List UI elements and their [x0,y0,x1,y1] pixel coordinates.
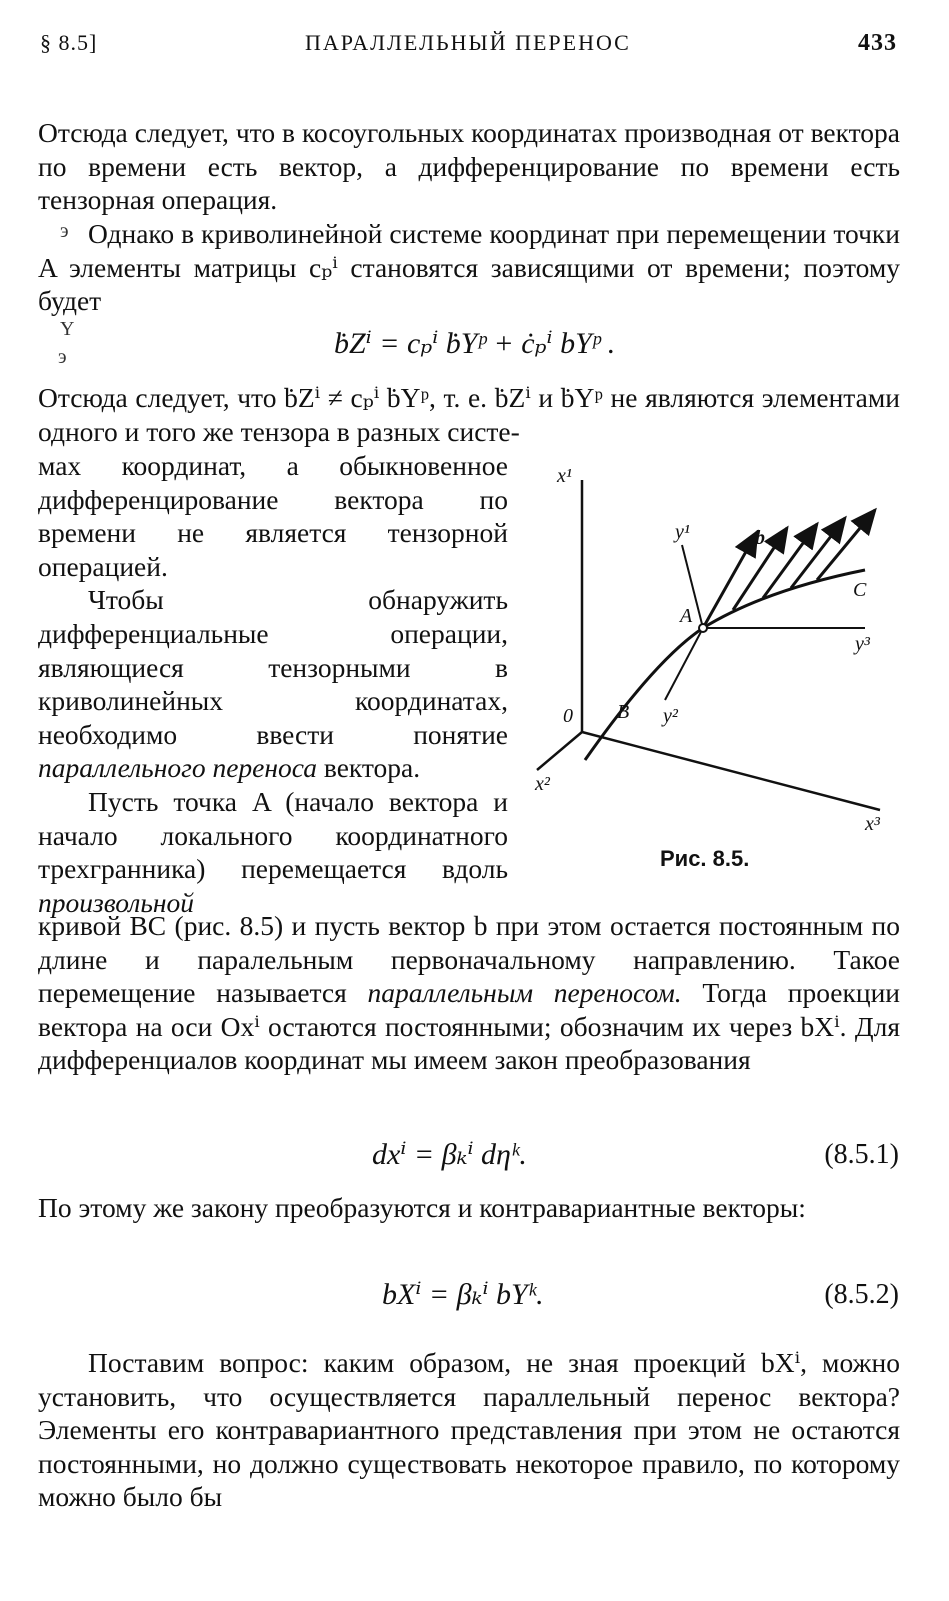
paragraph-4 [38,909,900,1077]
formula-8-5-1: dxⁱ = βₖⁱ dηᵏ. [372,1138,527,1171]
margin-mark-3: э [58,346,67,368]
page-number: 433 [858,30,897,56]
paragraph-2 [38,217,900,318]
column-paragraph-1: мах координат, а обыкновенное дифференцирование вектора по времени не является тензорной операцией. [38,450,508,582]
axis-x3 [582,732,880,810]
column-paragraph-2: Чтобы обнаружить дифференциальные операции, являющиеся тензорными в криволинейных координатах, необходимо ввести понятие параллельного переноса вектора. [38,584,508,784]
paragraph-2-text: Однако в криволинейной системе координат при перемещении точки A элементы матрицы cₚⁱ становятся зависящими от времени; поэтому будет [38,218,900,317]
label-y3: y³ [855,633,870,655]
margin-mark-1: э [60,220,69,242]
label-y2: y² [663,705,678,727]
figure-8-5 [525,460,905,840]
curve-bc [585,570,865,760]
label-x3: x³ [865,813,880,835]
paragraph-1-text: Отсюда следует, что в косоугольных координатах производная от вектора по времени есть вектор, а дифференцирование по времени есть тензорная операция. [38,117,900,216]
paragraph-1 [38,116,900,217]
paragraph-6-text: Поставим вопрос: каким образом, не зная проекций bXⁱ, можно установить, что осуществляется параллельный перенос вектора? Элементы его контравариантного представления при этом не остаются постоянными, но должно существовать некоторое правило, по которому можно было бы [38,1347,900,1513]
label-y1: y¹ [675,521,690,543]
formula-8-5-2: bXⁱ = βₖⁱ bYᵏ. [382,1278,544,1311]
column-paragraph-3: Пусть точка A (начало вектора и начало локального координатного трехгранника) перемещается вдоль произвольной [38,785,508,918]
section-ref: § 8.5] [40,30,98,55]
margin-mark-2: Y [60,318,75,340]
figure-caption: Рис. 8.5. [660,846,750,871]
paragraph-4-text: кривой BC (рис. 8.5) и пусть вектор b при этом остается постоянным по длине и паралельным первоначальному направлению. Такое перемещение называется параллельным переносом. Тогда проекции вектора на оси Oxⁱ остаются постоянными; обозначим их через bXⁱ. Для дифференциалов координат мы имеем закон преобразования [38,910,901,1076]
running-title: ПАРАЛЛЕЛЬНЫЙ ПЕРЕНОС [305,30,631,55]
label-x1: x¹ [557,465,572,487]
paragraph-6 [38,1346,900,1514]
column-text [38,449,508,919]
axis-y2 [665,628,703,700]
paragraph-5 [38,1191,900,1225]
label-origin: 0 [563,705,573,727]
axis-x2 [537,732,582,770]
equation-number-8-5-2: (8.5.2) [824,1279,899,1310]
label-b-point: B [617,701,630,723]
label-a: A [680,605,693,627]
formula-velocity: ḃZⁱ = cₚⁱ ḃYᵖ + ċₚⁱ bYᵖ . [334,327,616,360]
paragraph-3-text: Отсюда следует, что ḃZⁱ ≠ cₚⁱ ḃYᵖ, т. е. ḃZⁱ и ḃYᵖ не являются элементами одного и того же тензора в разных систе- [38,382,900,447]
term-parallel-transport: параллельного переноса [38,752,317,784]
equation-number-8-5-1: (8.5.1) [824,1139,899,1170]
paragraph-3 [38,381,900,448]
term-parallel-transport-2: параллельным переносом. [367,977,682,1009]
label-b-vector: b [755,527,765,549]
label-c: C [853,579,867,601]
paragraph-5-text: По этому же закону преобразуются и контравариантные векторы: [38,1192,806,1223]
label-x2: x² [535,773,550,795]
point-a [699,624,707,632]
